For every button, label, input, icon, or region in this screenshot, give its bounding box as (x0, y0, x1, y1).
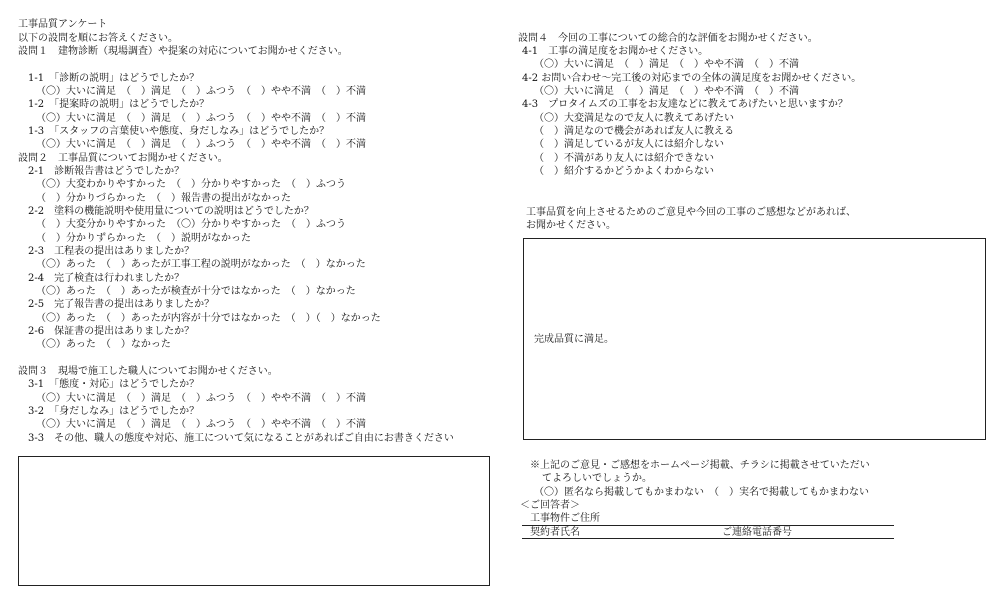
q1-heading: 設問１ 建物診断（現場調査）や提案の対応についてお聞かせください。 (18, 46, 348, 57)
q3-heading: 設問３ 現場で施工した職人についてお聞かせください。 (18, 366, 278, 377)
q2-1-answer-row2: （ ）分かりづらかった （ ）報告書の提出がなかった (36, 193, 291, 204)
q1-2-answer: （〇）大いに満足 （ ）満足 （ ）ふつう （ ）やや不満 （ ）不満 (36, 113, 366, 124)
q2-6-answer: （〇）あった （ ）なかった (36, 339, 171, 350)
q4-3-option-4: （ ）不満があり友人には紹介できない (534, 153, 714, 164)
survey-title: 工事品質アンケート (18, 19, 108, 30)
q2-6-label: 2-6 保証書の提出はありましたか？ (28, 326, 195, 337)
q4-heading: 設問４ 今回の工事についての総合的な評価をお聞かせください。 (518, 33, 818, 44)
q2-3-answer: （〇）あった （ ）あったが工事工程の説明がなかった （ ）なかった (36, 259, 366, 270)
q2-2-answer-row2: （ ）分かりずらかった （ ）説明がなかった (36, 233, 251, 244)
q2-5-label: 2-5 完了報告書の提出はありましたか？ (28, 299, 215, 310)
comments-prompt-line2: お聞かせください。 (526, 220, 616, 231)
q4-3-option-2: （ ）満足なので機会があれば友人に教える (534, 126, 734, 137)
q2-2-answer-row1: （ ）大変分かりやすかった （〇）分かりやすかった （ ）ふつう (36, 219, 346, 230)
q3-2-label: 3-2 「身だしなみ」はどうでしたか？ (28, 406, 200, 417)
q2-3-label: 2-3 工程表の提出はありましたか？ (28, 246, 195, 257)
publish-note-line2: てよろしいでしょうか。 (542, 473, 652, 484)
q2-4-answer: （〇）あった （ ）あったが検査が十分ではなかった （ ）なかった (36, 286, 356, 297)
q4-3-option-5: （ ）紹介するかどうかよくわからない (534, 166, 714, 177)
publish-choice: （〇）匿名なら掲載してもかまわない （ ）実名で掲載してもかまわない (534, 487, 869, 498)
name-underline (522, 538, 894, 539)
publish-note-line1: ※上記のご意見・ご感想をホームページ掲載、チラシに掲載させていただい (530, 460, 870, 471)
q4-1-label: 4-1 工事の満足度をお聞かせください。 (522, 46, 709, 57)
q2-4-label: 2-4 完了検査は行われましたか？ (28, 273, 185, 284)
q2-5-answer: （〇）あった （ ）あったが内容が十分ではなかった （ ）（ ）なかった (36, 313, 381, 324)
comments-prompt-line1: 工事品質を向上させるためのご意見や今回の工事のご感想などがあれば、 (526, 207, 856, 218)
q3-1-answer: （〇）大いに満足 （ ）満足 （ ）ふつう （ ）やや不満 （ ）不満 (36, 393, 366, 404)
q3-2-answer: （〇）大いに満足 （ ）満足 （ ）ふつう （ ）やや不満 （ ）不満 (36, 419, 366, 430)
comments-answer: 完成品質に満足。 (534, 334, 614, 345)
q1-3-answer: （〇）大いに満足 （ ）満足 （ ）ふつう （ ）やや不満 （ ）不満 (36, 139, 366, 150)
q1-3-label: 1-3 「スタッフの言葉使いや態度、身だしなみ」はどうでしたか？ (28, 126, 330, 137)
q2-1-label: 2-1 診断報告書はどうでしたか？ (28, 166, 185, 177)
q1-1-answer: （〇）大いに満足 （ ）満足 （ ）ふつう （ ）やや不満 （ ）不満 (36, 86, 366, 97)
q2-heading: 設問２ 工事品質についてお聞かせください。 (18, 153, 228, 164)
q4-3-option-3: （ ）満足しているが友人には紹介しない (534, 139, 724, 150)
q2-2-label: 2-2 塗料の機能説明や使用量についての説明はどうでしたか？ (28, 206, 314, 217)
q4-2-answer: （〇）大いに満足 （ ）満足 （ ）やや不満 （ ）不満 (534, 86, 799, 97)
q4-2-label: 4-2 お問い合わせ～完工後の対応までの全体の満足度をお聞かせください。 (522, 73, 862, 84)
comments-box[interactable] (523, 238, 986, 440)
q4-3-label: 4-3 プロタイムズの工事をお友達などに教えてあげたいと思いますか？ (522, 99, 848, 110)
q3-1-label: 3-1 「態度・対応」はどうでしたか？ (28, 379, 200, 390)
address-label: 工事物件ご住所 (530, 513, 600, 524)
q1-2-label: 1-2 「提案時の説明」はどうでしたか？ (28, 99, 210, 110)
phone-label: ご連絡電話番号 (722, 527, 792, 538)
survey-intro: 以下の設問を順にお答えください。 (18, 33, 178, 44)
q3-free-text-box[interactable] (18, 456, 490, 586)
name-label: 契約者氏名 (530, 527, 580, 538)
q4-1-answer: （〇）大いに満足 （ ）満足 （ ）やや不満 （ ）不満 (534, 59, 799, 70)
respondent-heading: ＜ご回答者＞ (520, 500, 580, 511)
q2-1-answer-row1: （〇）大変わかりやすかった （ ）分かりやすかった （ ）ふつう (36, 179, 346, 190)
q4-3-option-1: （〇）大変満足なので友人に教えてあげたい (534, 113, 734, 124)
q1-1-label: 1-1 「診断の説明」はどうでしたか？ (28, 73, 200, 84)
q3-3-label: 3-3 その他、職人の態度や対応、施工について気になることがあればご自由にお書きください (28, 433, 454, 444)
